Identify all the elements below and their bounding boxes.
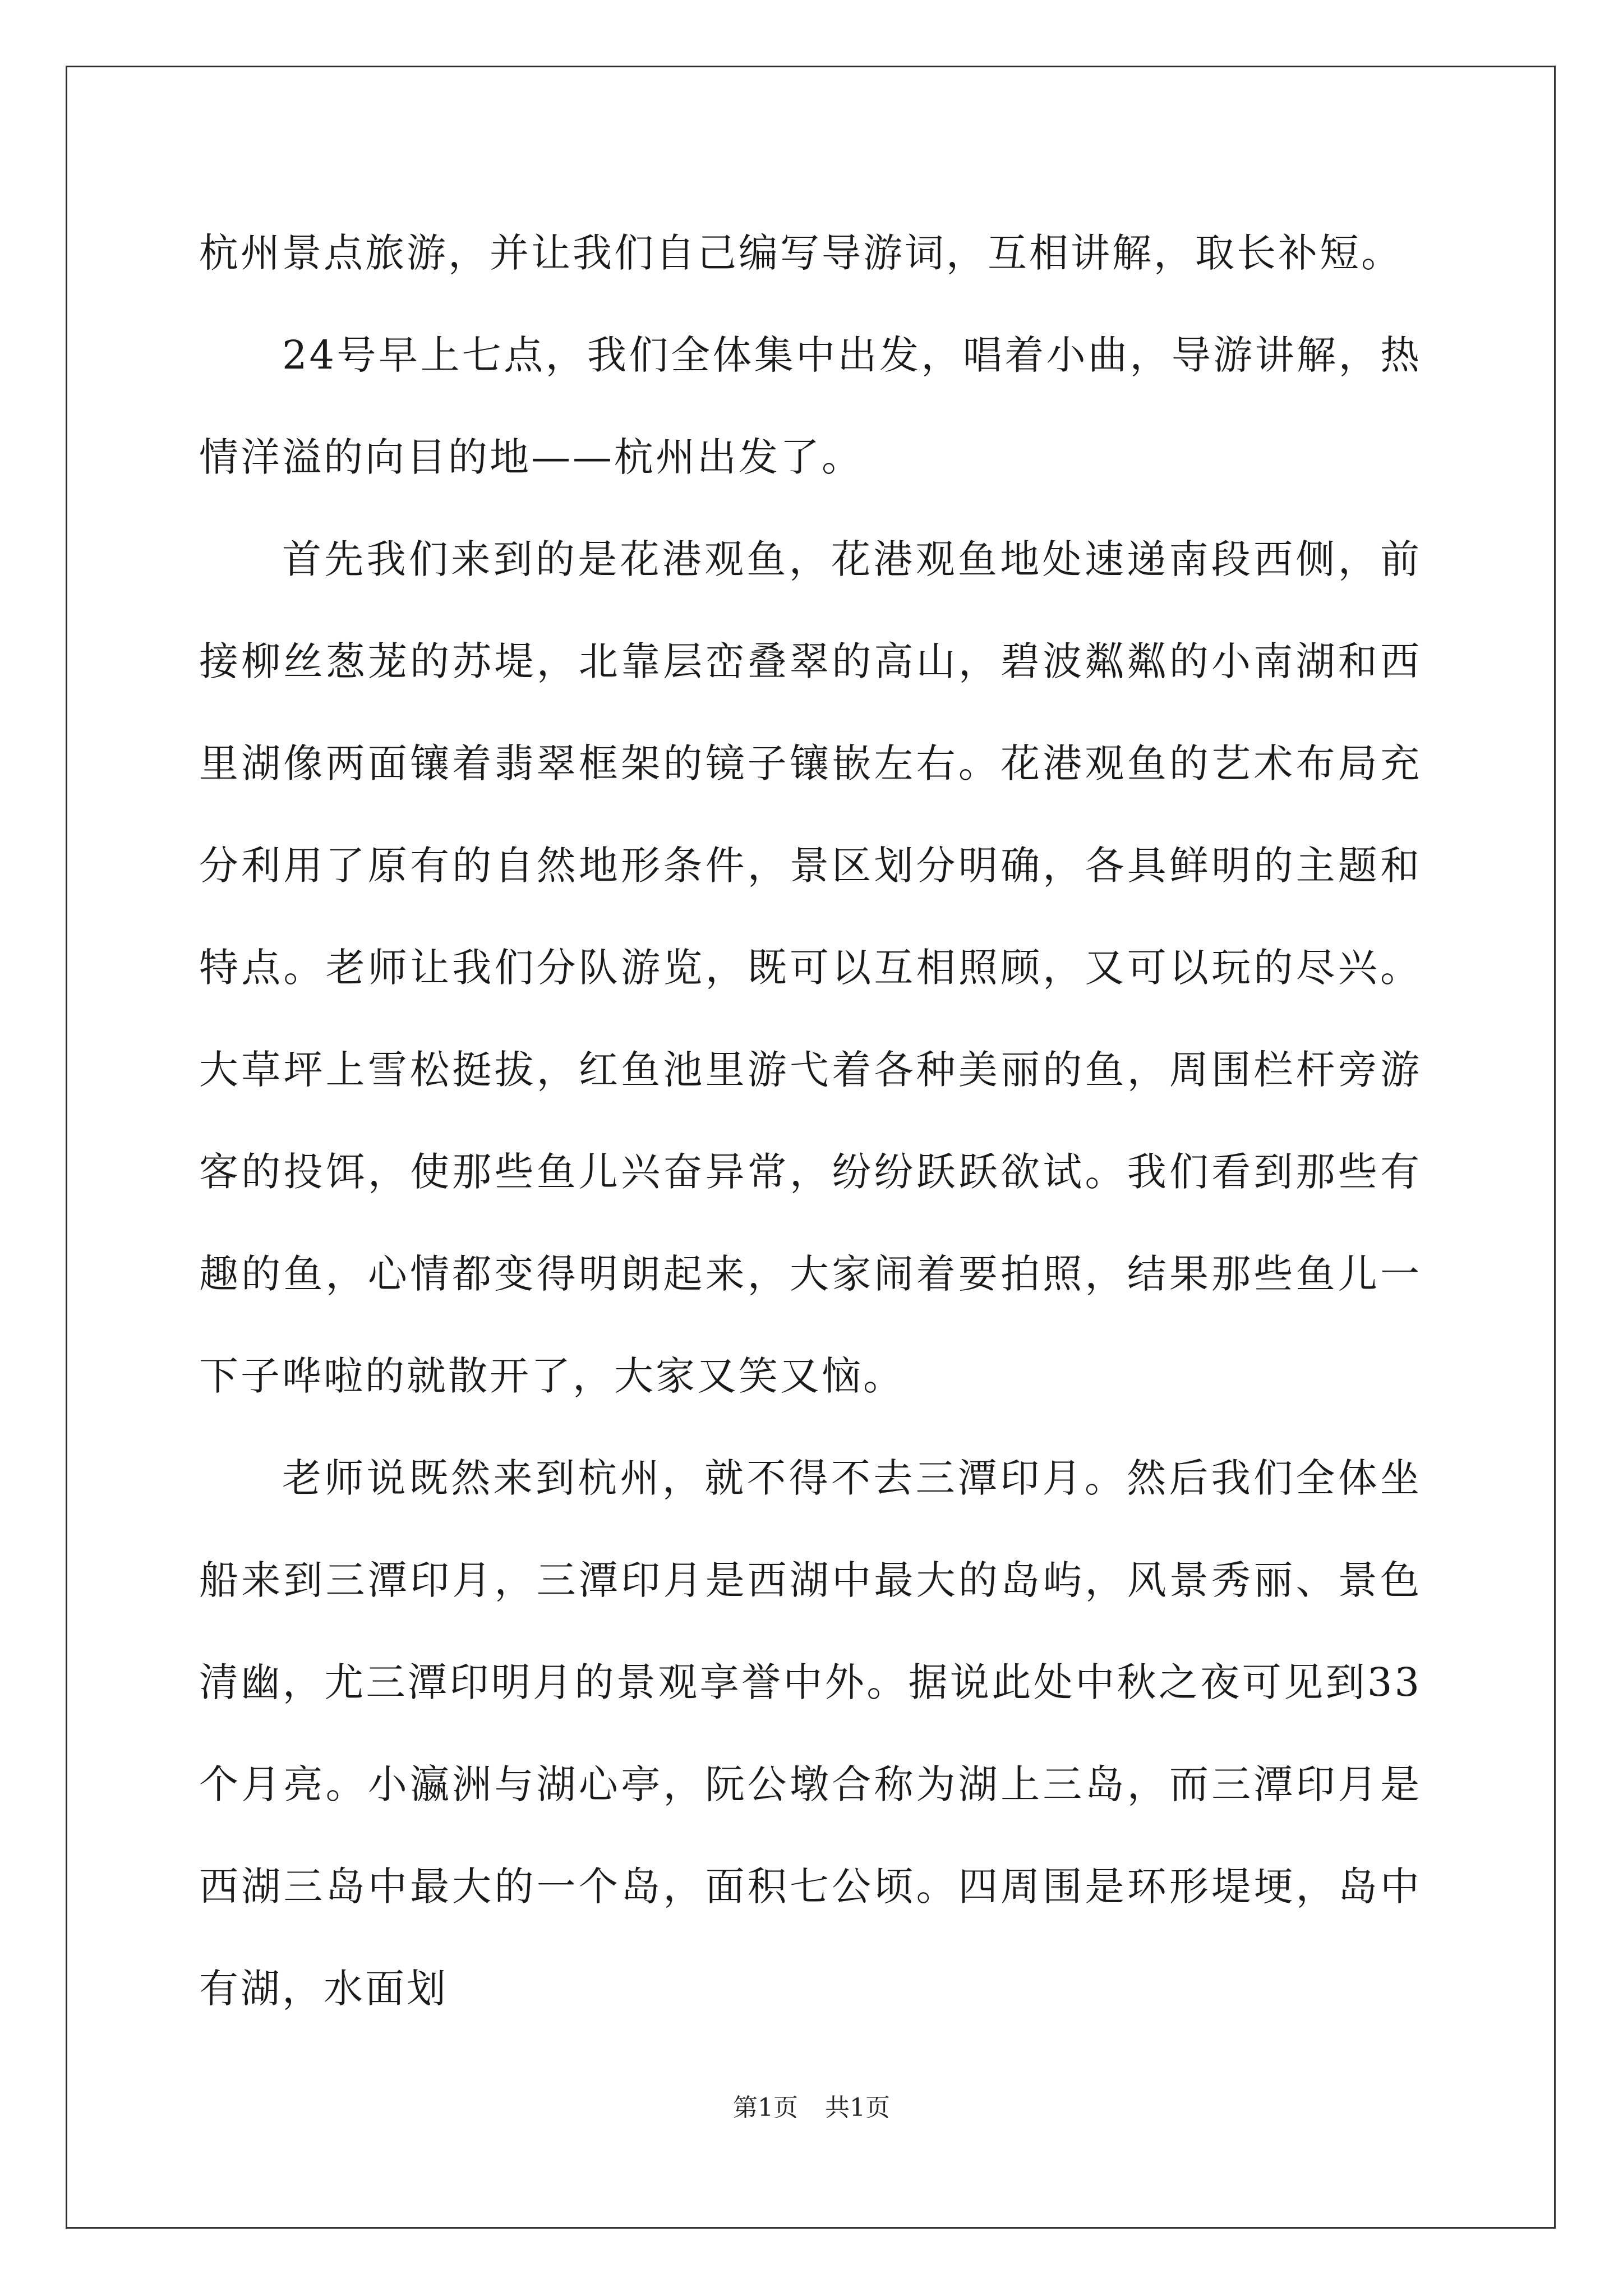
paragraph-departure: 24号早上七点，我们全体集中出发，唱着小曲，导游讲解，热情洋溢的向目的地——杭州出发了。 — [199, 332, 1422, 480]
paragraph-continuation: 杭州景点旅游，并让我们自己编写导游词，互相讲解，取长补短。 — [199, 230, 1403, 276]
paragraph-huagang-guanyu: 首先我们来到的是花港观鱼，花港观鱼地处速递南段西侧，前接柳丝葱茏的苏堤，北靠层峦叠翠的高山，碧波粼粼的小南湖和西里湖像两面镶着翡翠框架的镜子镶嵌左右。花港观鱼的艺术布局充分利用了原有的自然地形条件，景区划分明确，各具鲜明的主题和特点。老师让我们分队游览，既可以互相照顾，又可以玩的尽兴。大草坪上雪松挺拔，红鱼池里游弋着各种美丽的鱼，周围栏杆旁游客的投饵，使那些鱼儿兴奋异常，纷纷跃跃欲试。我们看到那些有趣的鱼，心情都变得明朗起来，大家闹着要拍照，结果那些鱼儿一下子哗啦的就散开了，大家又笑又恼。 — [199, 536, 1422, 1399]
paragraph-santan-yinyue: 老师说既然来到杭州，就不得不去三潭印月。然后我们全体坐船来到三潭印月，三潭印月是西湖中最大的岛屿，风景秀丽、景色清幽，尤三潭印明月的景观享誉中外。据说此处中秋之夜可见到33个月亮。小瀛洲与湖心亭，阮公墩合称为湖上三岛，而三潭印月是西湖三岛中最大的一个岛，面积七公顷。四周围是环形堤埂，岛中有湖，水面划 — [199, 1455, 1422, 2012]
page-total: 共1页 — [825, 2093, 890, 2122]
page-footer — [0, 2091, 1623, 2125]
document-body — [199, 202, 1422, 2040]
page-number: 第1页 — [733, 2093, 798, 2122]
